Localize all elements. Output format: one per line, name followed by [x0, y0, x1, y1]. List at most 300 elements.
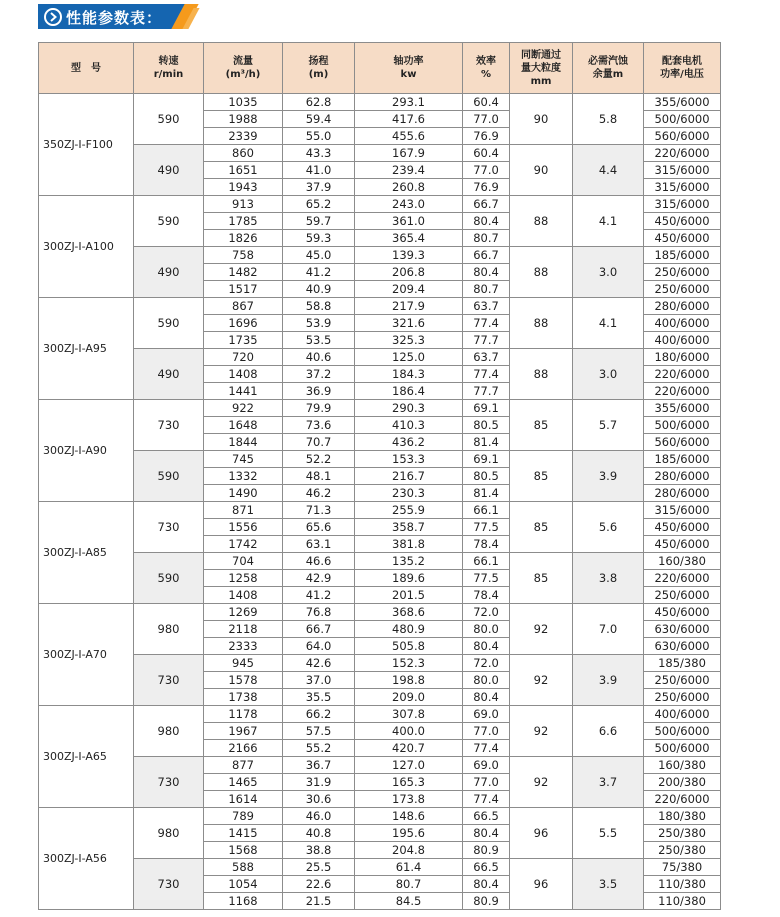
shaft-power-cell: 127.0 — [355, 757, 463, 774]
flow-cell: 1441 — [204, 383, 283, 400]
column-header-line: 流量 — [233, 56, 253, 67]
flow-cell: 1988 — [204, 111, 283, 128]
shaft-power-cell: 61.4 — [355, 859, 463, 876]
motor-cell: 200/380 — [644, 774, 721, 791]
table-row — [39, 502, 721, 519]
shaft-power-cell: 84.5 — [355, 893, 463, 910]
column-header-line: 扬程 — [308, 56, 329, 67]
table-row — [39, 859, 721, 876]
motor-cell: 250/6000 — [644, 689, 721, 706]
max-particle-cell: 92 — [510, 655, 573, 706]
head-cell: 46.0 — [283, 808, 355, 825]
head-cell: 57.5 — [283, 723, 355, 740]
model-cell: 300ZJ-I-A70 — [39, 604, 134, 706]
motor-cell: 315/6000 — [644, 196, 721, 213]
table-row — [39, 808, 721, 825]
efficiency-cell: 80.4 — [463, 264, 510, 281]
flow-cell: 1648 — [204, 417, 283, 434]
speed-cell: 730 — [134, 859, 204, 910]
head-cell: 35.5 — [283, 689, 355, 706]
head-cell: 65.2 — [283, 196, 355, 213]
flow-cell: 913 — [204, 196, 283, 213]
shaft-power-cell: 368.6 — [355, 604, 463, 621]
head-cell: 53.9 — [283, 315, 355, 332]
shaft-power-cell: 410.3 — [355, 417, 463, 434]
column-header — [134, 43, 204, 94]
table-row — [39, 604, 721, 621]
max-particle-cell: 88 — [510, 196, 573, 247]
efficiency-cell: 77.7 — [463, 383, 510, 400]
column-header-line: % — [480, 69, 492, 80]
motor-cell: 400/6000 — [644, 706, 721, 723]
shaft-power-cell: 325.3 — [355, 332, 463, 349]
motor-cell: 185/380 — [644, 655, 721, 672]
speed-cell: 590 — [134, 451, 204, 502]
section-title-bar — [38, 4, 198, 29]
speed-cell: 490 — [134, 349, 204, 400]
flow-cell: 867 — [204, 298, 283, 315]
max-particle-cell: 96 — [510, 859, 573, 910]
flow-cell: 1696 — [204, 315, 283, 332]
motor-cell: 450/6000 — [644, 536, 721, 553]
motor-cell: 220/6000 — [644, 145, 721, 162]
table-row — [39, 247, 721, 264]
efficiency-cell: 80.4 — [463, 876, 510, 893]
speed-cell: 490 — [134, 145, 204, 196]
flow-cell: 1651 — [204, 162, 283, 179]
head-cell: 45.0 — [283, 247, 355, 264]
efficiency-cell: 76.9 — [463, 128, 510, 145]
shaft-power-cell: 455.6 — [355, 128, 463, 145]
efficiency-cell: 78.4 — [463, 536, 510, 553]
head-cell: 70.7 — [283, 434, 355, 451]
table-row — [39, 196, 721, 213]
head-cell: 62.8 — [283, 94, 355, 111]
flow-cell: 1614 — [204, 791, 283, 808]
efficiency-cell: 77.7 — [463, 332, 510, 349]
head-cell: 37.9 — [283, 179, 355, 196]
flow-cell: 2118 — [204, 621, 283, 638]
efficiency-cell: 80.4 — [463, 689, 510, 706]
speed-cell: 590 — [134, 553, 204, 604]
motor-cell: 250/380 — [644, 825, 721, 842]
shaft-power-cell: 216.7 — [355, 468, 463, 485]
speed-cell: 730 — [134, 655, 204, 706]
efficiency-cell: 66.7 — [463, 247, 510, 264]
flow-cell: 1943 — [204, 179, 283, 196]
flow-cell: 2166 — [204, 740, 283, 757]
shaft-power-cell: 139.3 — [355, 247, 463, 264]
column-header — [644, 43, 721, 94]
motor-cell: 180/6000 — [644, 349, 721, 366]
motor-cell: 250/6000 — [644, 281, 721, 298]
speed-cell: 590 — [134, 196, 204, 247]
flow-cell: 1415 — [204, 825, 283, 842]
column-header-line: 余量m — [592, 69, 624, 80]
shaft-power-cell: 184.3 — [355, 366, 463, 383]
shaft-power-cell: 198.8 — [355, 672, 463, 689]
motor-cell: 400/6000 — [644, 332, 721, 349]
efficiency-cell: 69.1 — [463, 400, 510, 417]
shaft-power-cell: 420.7 — [355, 740, 463, 757]
head-cell: 53.5 — [283, 332, 355, 349]
speed-cell: 980 — [134, 604, 204, 655]
performance-table — [38, 42, 721, 910]
column-header-line: 功率/电压 — [660, 69, 704, 80]
flow-cell: 1517 — [204, 281, 283, 298]
efficiency-cell: 60.4 — [463, 94, 510, 111]
flow-cell: 1054 — [204, 876, 283, 893]
head-cell: 59.7 — [283, 213, 355, 230]
efficiency-cell: 80.5 — [463, 468, 510, 485]
max-particle-cell: 90 — [510, 94, 573, 145]
motor-cell: 75/380 — [644, 859, 721, 876]
table-row — [39, 757, 721, 774]
npsh-cell: 4.1 — [573, 196, 644, 247]
shaft-power-cell: 260.8 — [355, 179, 463, 196]
column-header-line: 同断通过 — [521, 49, 561, 61]
table-header-row — [39, 43, 721, 94]
shaft-power-cell: 436.2 — [355, 434, 463, 451]
flow-cell: 871 — [204, 502, 283, 519]
head-cell: 46.2 — [283, 485, 355, 502]
max-particle-cell: 96 — [510, 808, 573, 859]
max-particle-cell: 88 — [510, 349, 573, 400]
speed-cell: 730 — [134, 757, 204, 808]
shaft-power-cell: 189.6 — [355, 570, 463, 587]
efficiency-cell: 60.4 — [463, 145, 510, 162]
efficiency-cell: 69.0 — [463, 757, 510, 774]
motor-cell: 180/380 — [644, 808, 721, 825]
flow-cell: 1578 — [204, 672, 283, 689]
shaft-power-cell: 135.2 — [355, 553, 463, 570]
npsh-cell: 3.5 — [573, 859, 644, 910]
head-cell: 43.3 — [283, 145, 355, 162]
npsh-cell: 4.4 — [573, 145, 644, 196]
table-row — [39, 94, 721, 111]
head-cell: 55.2 — [283, 740, 355, 757]
motor-cell: 250/6000 — [644, 264, 721, 281]
circle-chevron-right-icon — [44, 8, 62, 26]
model-cell: 300ZJ-Ⅰ-A85 — [39, 502, 134, 604]
head-cell: 48.1 — [283, 468, 355, 485]
head-cell: 59.4 — [283, 111, 355, 128]
table-body — [39, 94, 721, 910]
max-particle-cell: 88 — [510, 247, 573, 298]
shaft-power-cell: 173.8 — [355, 791, 463, 808]
column-header-line: r/min — [153, 69, 184, 80]
table-row — [39, 553, 721, 570]
head-cell: 38.8 — [283, 842, 355, 859]
flow-cell: 1332 — [204, 468, 283, 485]
model-cell: 350ZJ-Ⅰ-F100 — [39, 94, 134, 196]
shaft-power-cell: 307.8 — [355, 706, 463, 723]
npsh-cell: 4.1 — [573, 298, 644, 349]
npsh-cell: 3.8 — [573, 553, 644, 604]
motor-cell: 355/6000 — [644, 400, 721, 417]
shaft-power-cell: 365.4 — [355, 230, 463, 247]
npsh-cell: 5.6 — [573, 502, 644, 553]
column-header-line: kw — [400, 69, 417, 80]
flow-cell: 2339 — [204, 128, 283, 145]
head-cell: 36.9 — [283, 383, 355, 400]
efficiency-cell: 77.5 — [463, 519, 510, 536]
column-header-line: 轴功率 — [393, 56, 424, 67]
efficiency-cell: 81.4 — [463, 434, 510, 451]
flow-cell: 1735 — [204, 332, 283, 349]
efficiency-cell: 77.5 — [463, 570, 510, 587]
npsh-cell: 3.0 — [573, 349, 644, 400]
column-header — [510, 43, 573, 94]
npsh-cell: 5.5 — [573, 808, 644, 859]
head-cell: 41.2 — [283, 587, 355, 604]
motor-cell: 160/380 — [644, 757, 721, 774]
motor-cell: 450/6000 — [644, 604, 721, 621]
flow-cell: 1844 — [204, 434, 283, 451]
shaft-power-cell: 153.3 — [355, 451, 463, 468]
npsh-cell: 3.7 — [573, 757, 644, 808]
shaft-power-cell: 80.7 — [355, 876, 463, 893]
shaft-power-cell: 148.6 — [355, 808, 463, 825]
efficiency-cell: 76.9 — [463, 179, 510, 196]
head-cell: 40.8 — [283, 825, 355, 842]
shaft-power-cell: 358.7 — [355, 519, 463, 536]
table-row — [39, 451, 721, 468]
motor-cell: 450/6000 — [644, 519, 721, 536]
flow-cell: 1742 — [204, 536, 283, 553]
shaft-power-cell: 293.1 — [355, 94, 463, 111]
max-particle-cell: 85 — [510, 451, 573, 502]
shaft-power-cell: 217.9 — [355, 298, 463, 315]
column-header-line: (m³/h) — [225, 69, 261, 80]
head-cell: 79.9 — [283, 400, 355, 417]
efficiency-cell: 80.9 — [463, 893, 510, 910]
efficiency-cell: 66.7 — [463, 196, 510, 213]
efficiency-cell: 80.9 — [463, 842, 510, 859]
efficiency-cell: 77.0 — [463, 111, 510, 128]
head-cell: 30.6 — [283, 791, 355, 808]
efficiency-cell: 63.7 — [463, 349, 510, 366]
npsh-cell: 6.6 — [573, 706, 644, 757]
head-cell: 21.5 — [283, 893, 355, 910]
flow-cell: 1490 — [204, 485, 283, 502]
efficiency-cell: 80.0 — [463, 621, 510, 638]
head-cell: 40.9 — [283, 281, 355, 298]
flow-cell: 1035 — [204, 94, 283, 111]
head-cell: 52.2 — [283, 451, 355, 468]
shaft-power-cell: 125.0 — [355, 349, 463, 366]
flow-cell: 1168 — [204, 893, 283, 910]
efficiency-cell: 80.5 — [463, 417, 510, 434]
motor-cell: 630/6000 — [644, 621, 721, 638]
head-cell: 73.6 — [283, 417, 355, 434]
table-row — [39, 349, 721, 366]
flow-cell: 1738 — [204, 689, 283, 706]
shaft-power-cell: 201.5 — [355, 587, 463, 604]
motor-cell: 160/380 — [644, 553, 721, 570]
shaft-power-cell: 321.6 — [355, 315, 463, 332]
shaft-power-cell: 400.0 — [355, 723, 463, 740]
max-particle-cell: 85 — [510, 553, 573, 604]
motor-cell: 185/6000 — [644, 451, 721, 468]
shaft-power-cell: 204.8 — [355, 842, 463, 859]
flow-cell: 1258 — [204, 570, 283, 587]
motor-cell: 400/6000 — [644, 315, 721, 332]
motor-cell: 450/6000 — [644, 213, 721, 230]
flow-cell: 1785 — [204, 213, 283, 230]
motor-cell: 315/6000 — [644, 179, 721, 196]
efficiency-cell: 80.7 — [463, 281, 510, 298]
flow-cell: 2333 — [204, 638, 283, 655]
head-cell: 65.6 — [283, 519, 355, 536]
shaft-power-cell: 290.3 — [355, 400, 463, 417]
shaft-power-cell: 505.8 — [355, 638, 463, 655]
shaft-power-cell: 255.9 — [355, 502, 463, 519]
head-cell: 66.7 — [283, 621, 355, 638]
npsh-cell: 3.9 — [573, 451, 644, 502]
max-particle-cell: 92 — [510, 604, 573, 655]
efficiency-cell: 77.0 — [463, 774, 510, 791]
motor-cell: 630/6000 — [644, 638, 721, 655]
table-row — [39, 145, 721, 162]
model-cell: 300ZJ-Ⅰ-A65 — [39, 706, 134, 808]
motor-cell: 280/6000 — [644, 298, 721, 315]
model-cell: 300ZJ-Ⅰ-A95 — [39, 298, 134, 400]
speed-cell: 590 — [134, 94, 204, 145]
flow-cell: 1967 — [204, 723, 283, 740]
table-row — [39, 706, 721, 723]
head-cell: 64.0 — [283, 638, 355, 655]
column-header — [355, 43, 463, 94]
flow-cell: 745 — [204, 451, 283, 468]
efficiency-cell: 77.4 — [463, 366, 510, 383]
efficiency-cell: 78.4 — [463, 587, 510, 604]
max-particle-cell: 85 — [510, 400, 573, 451]
head-cell: 59.3 — [283, 230, 355, 247]
flow-cell: 720 — [204, 349, 283, 366]
head-cell: 37.0 — [283, 672, 355, 689]
column-header — [204, 43, 283, 94]
efficiency-cell: 63.7 — [463, 298, 510, 315]
motor-cell: 250/6000 — [644, 672, 721, 689]
model-cell: 300ZJ-Ⅰ-A100 — [39, 196, 134, 298]
efficiency-cell: 66.5 — [463, 808, 510, 825]
efficiency-cell: 77.4 — [463, 740, 510, 757]
efficiency-cell: 72.0 — [463, 655, 510, 672]
column-header-line: 型 号 — [71, 62, 101, 74]
flow-cell: 1568 — [204, 842, 283, 859]
flow-cell: 877 — [204, 757, 283, 774]
head-cell: 36.7 — [283, 757, 355, 774]
max-particle-cell: 92 — [510, 706, 573, 757]
efficiency-cell: 66.5 — [463, 859, 510, 876]
model-cell: 300ZJ-Ⅰ-A56 — [39, 808, 134, 910]
flow-cell: 789 — [204, 808, 283, 825]
motor-cell: 500/6000 — [644, 417, 721, 434]
shaft-power-cell: 361.0 — [355, 213, 463, 230]
motor-cell: 450/6000 — [644, 230, 721, 247]
npsh-cell: 3.0 — [573, 247, 644, 298]
motor-cell: 110/380 — [644, 893, 721, 910]
motor-cell: 560/6000 — [644, 128, 721, 145]
motor-cell: 280/6000 — [644, 468, 721, 485]
efficiency-cell: 80.4 — [463, 213, 510, 230]
motor-cell: 220/6000 — [644, 383, 721, 400]
motor-cell: 500/6000 — [644, 111, 721, 128]
npsh-cell: 7.0 — [573, 604, 644, 655]
column-header-line: 配套电机 — [662, 56, 702, 67]
motor-cell: 185/6000 — [644, 247, 721, 264]
shaft-power-cell: 152.3 — [355, 655, 463, 672]
shaft-power-cell: 167.9 — [355, 145, 463, 162]
speed-cell: 980 — [134, 808, 204, 859]
efficiency-cell: 66.1 — [463, 553, 510, 570]
flow-cell: 1178 — [204, 706, 283, 723]
motor-cell: 250/380 — [644, 842, 721, 859]
flow-cell: 922 — [204, 400, 283, 417]
speed-cell: 490 — [134, 247, 204, 298]
flow-cell: 1482 — [204, 264, 283, 281]
flow-cell: 1556 — [204, 519, 283, 536]
table-row — [39, 655, 721, 672]
efficiency-cell: 72.0 — [463, 604, 510, 621]
efficiency-cell: 77.4 — [463, 791, 510, 808]
motor-cell: 355/6000 — [644, 94, 721, 111]
motor-cell: 220/6000 — [644, 366, 721, 383]
motor-cell: 220/6000 — [644, 791, 721, 808]
head-cell: 25.5 — [283, 859, 355, 876]
head-cell: 42.6 — [283, 655, 355, 672]
head-cell: 22.6 — [283, 876, 355, 893]
flow-cell: 1826 — [204, 230, 283, 247]
column-header-line: 必需汽蚀 — [588, 56, 628, 67]
head-cell: 42.9 — [283, 570, 355, 587]
shaft-power-cell: 209.0 — [355, 689, 463, 706]
model-cell: 300ZJ-Ⅰ-A90 — [39, 400, 134, 502]
shaft-power-cell: 243.0 — [355, 196, 463, 213]
speed-cell: 730 — [134, 400, 204, 451]
head-cell: 66.2 — [283, 706, 355, 723]
head-cell: 71.3 — [283, 502, 355, 519]
speed-cell: 590 — [134, 298, 204, 349]
head-cell: 55.0 — [283, 128, 355, 145]
table-row — [39, 400, 721, 417]
shaft-power-cell: 381.8 — [355, 536, 463, 553]
shaft-power-cell: 206.8 — [355, 264, 463, 281]
flow-cell: 588 — [204, 859, 283, 876]
max-particle-cell: 92 — [510, 757, 573, 808]
flow-cell: 945 — [204, 655, 283, 672]
efficiency-cell: 77.0 — [463, 162, 510, 179]
head-cell: 41.2 — [283, 264, 355, 281]
flow-cell: 758 — [204, 247, 283, 264]
speed-cell: 730 — [134, 502, 204, 553]
head-cell: 37.2 — [283, 366, 355, 383]
motor-cell: 110/380 — [644, 876, 721, 893]
column-header-line: 效率 — [476, 56, 496, 67]
shaft-power-cell: 186.4 — [355, 383, 463, 400]
speed-cell: 980 — [134, 706, 204, 757]
head-cell: 40.6 — [283, 349, 355, 366]
column-header — [463, 43, 510, 94]
flow-cell: 1408 — [204, 366, 283, 383]
column-header-line: 量大粒度 — [521, 62, 561, 74]
efficiency-cell: 77.4 — [463, 315, 510, 332]
efficiency-cell: 80.0 — [463, 672, 510, 689]
motor-cell: 220/6000 — [644, 570, 721, 587]
head-cell: 58.8 — [283, 298, 355, 315]
column-header — [283, 43, 355, 94]
